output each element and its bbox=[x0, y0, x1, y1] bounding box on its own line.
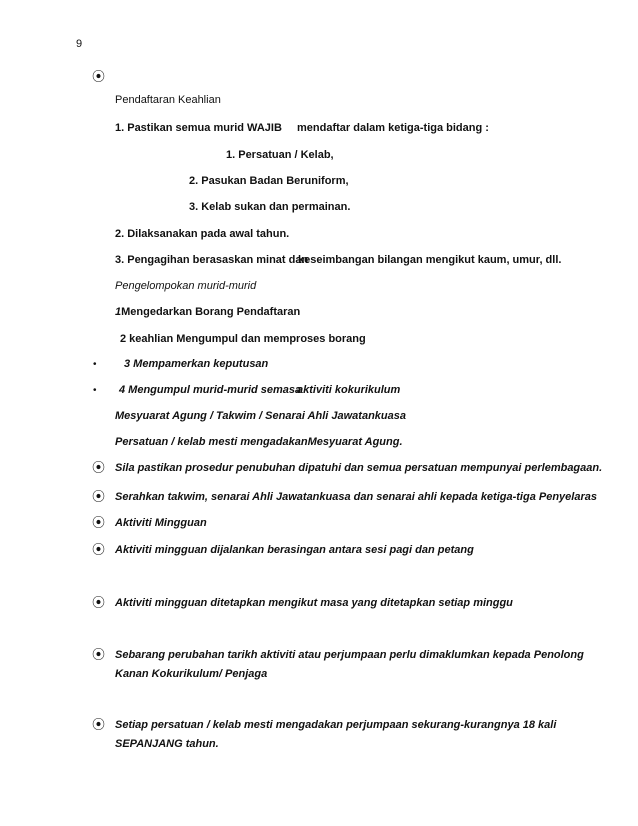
target-bullet-icon: ⦿ bbox=[92, 69, 106, 84]
bullet-7a: Setiap persatuan / kelab mesti mengadakan perjumpaan sekurang-kurangnya 18 kali bbox=[115, 719, 557, 731]
step-1 bbox=[115, 306, 300, 318]
dot-bullet-icon: • bbox=[93, 385, 97, 396]
bullet-6b: Kanan Kokurikulum/ Penjaga bbox=[115, 668, 268, 680]
target-bullet-icon: ⦿ bbox=[92, 489, 106, 504]
bullet-4: Aktiviti mingguan dijalankan berasingan antara sesi pagi dan petang bbox=[115, 544, 474, 556]
list-item-3: 3. Kelab sukan dan permainan. bbox=[189, 201, 351, 213]
bullet-2: Serahkan takwim, senarai Ahli Jawatankuasa dan senarai ahli kepada ketiga-tiga Penyelaras bbox=[115, 491, 597, 503]
step-3: 3 Mempamerkan keputusan bbox=[124, 358, 269, 370]
target-bullet-icon: ⦿ bbox=[92, 542, 106, 557]
line-3a: 3. Pengagihan berasaskan minat dan bbox=[115, 254, 309, 266]
list-item-2: 2. Pasukan Badan Beruniform, bbox=[189, 175, 349, 187]
bullet-3: Aktiviti Mingguan bbox=[115, 517, 207, 529]
dot-bullet-icon: • bbox=[93, 359, 97, 370]
target-bullet-icon: ⦿ bbox=[92, 460, 106, 475]
page-number: 9 bbox=[76, 38, 83, 50]
line-3b: keseimbangan bilangan mengikut kaum, umur, dll. bbox=[298, 254, 562, 266]
bullet-6a: Sebarang perubahan tarikh aktiviti atau perjumpaan perlu dimaklumkan kepada Penolong bbox=[115, 649, 584, 661]
step-1-text: Mengedarkan Borang Pendaftaran bbox=[121, 306, 301, 318]
target-bullet-icon: ⦿ bbox=[92, 595, 106, 610]
target-bullet-icon: ⦿ bbox=[92, 515, 106, 530]
pengelompokan: Pengelompokan murid-murid bbox=[115, 280, 257, 292]
target-bullet-icon: ⦿ bbox=[92, 647, 106, 662]
line-1a: 1. Pastikan semua murid WAJIB bbox=[115, 122, 282, 134]
line-1b: mendaftar dalam ketiga-tiga bidang : bbox=[297, 122, 489, 134]
step-2: 2 keahlian Mengumpul dan memproses borang bbox=[120, 333, 366, 345]
bullet-5: Aktiviti mingguan ditetapkan mengikut masa yang ditetapkan setiap minggu bbox=[115, 597, 513, 609]
line-2: 2. Dilaksanakan pada awal tahun. bbox=[115, 228, 290, 240]
heading: Pendaftaran Keahlian bbox=[115, 94, 221, 106]
step-4a: 4 Mengumpul murid-murid semasa bbox=[119, 384, 302, 396]
persatuan: Persatuan / kelab mesti mengadakanMesyuarat Agung. bbox=[115, 436, 403, 448]
target-bullet-icon: ⦿ bbox=[92, 717, 106, 732]
bullet-7b: SEPANJANG tahun. bbox=[115, 738, 219, 750]
mesyuarat: Mesyuarat Agung / Takwim / Senarai Ahli Jawatankuasa bbox=[115, 410, 406, 422]
step-4b: aktiviti kokurikulum bbox=[297, 384, 401, 396]
list-item-1: 1. Persatuan / Kelab, bbox=[226, 149, 334, 161]
bullet-1: Sila pastikan prosedur penubuhan dipatuhi dan semua persatuan mempunyai perlembagaan. bbox=[115, 462, 603, 474]
step-1-num: 1 bbox=[115, 306, 122, 318]
